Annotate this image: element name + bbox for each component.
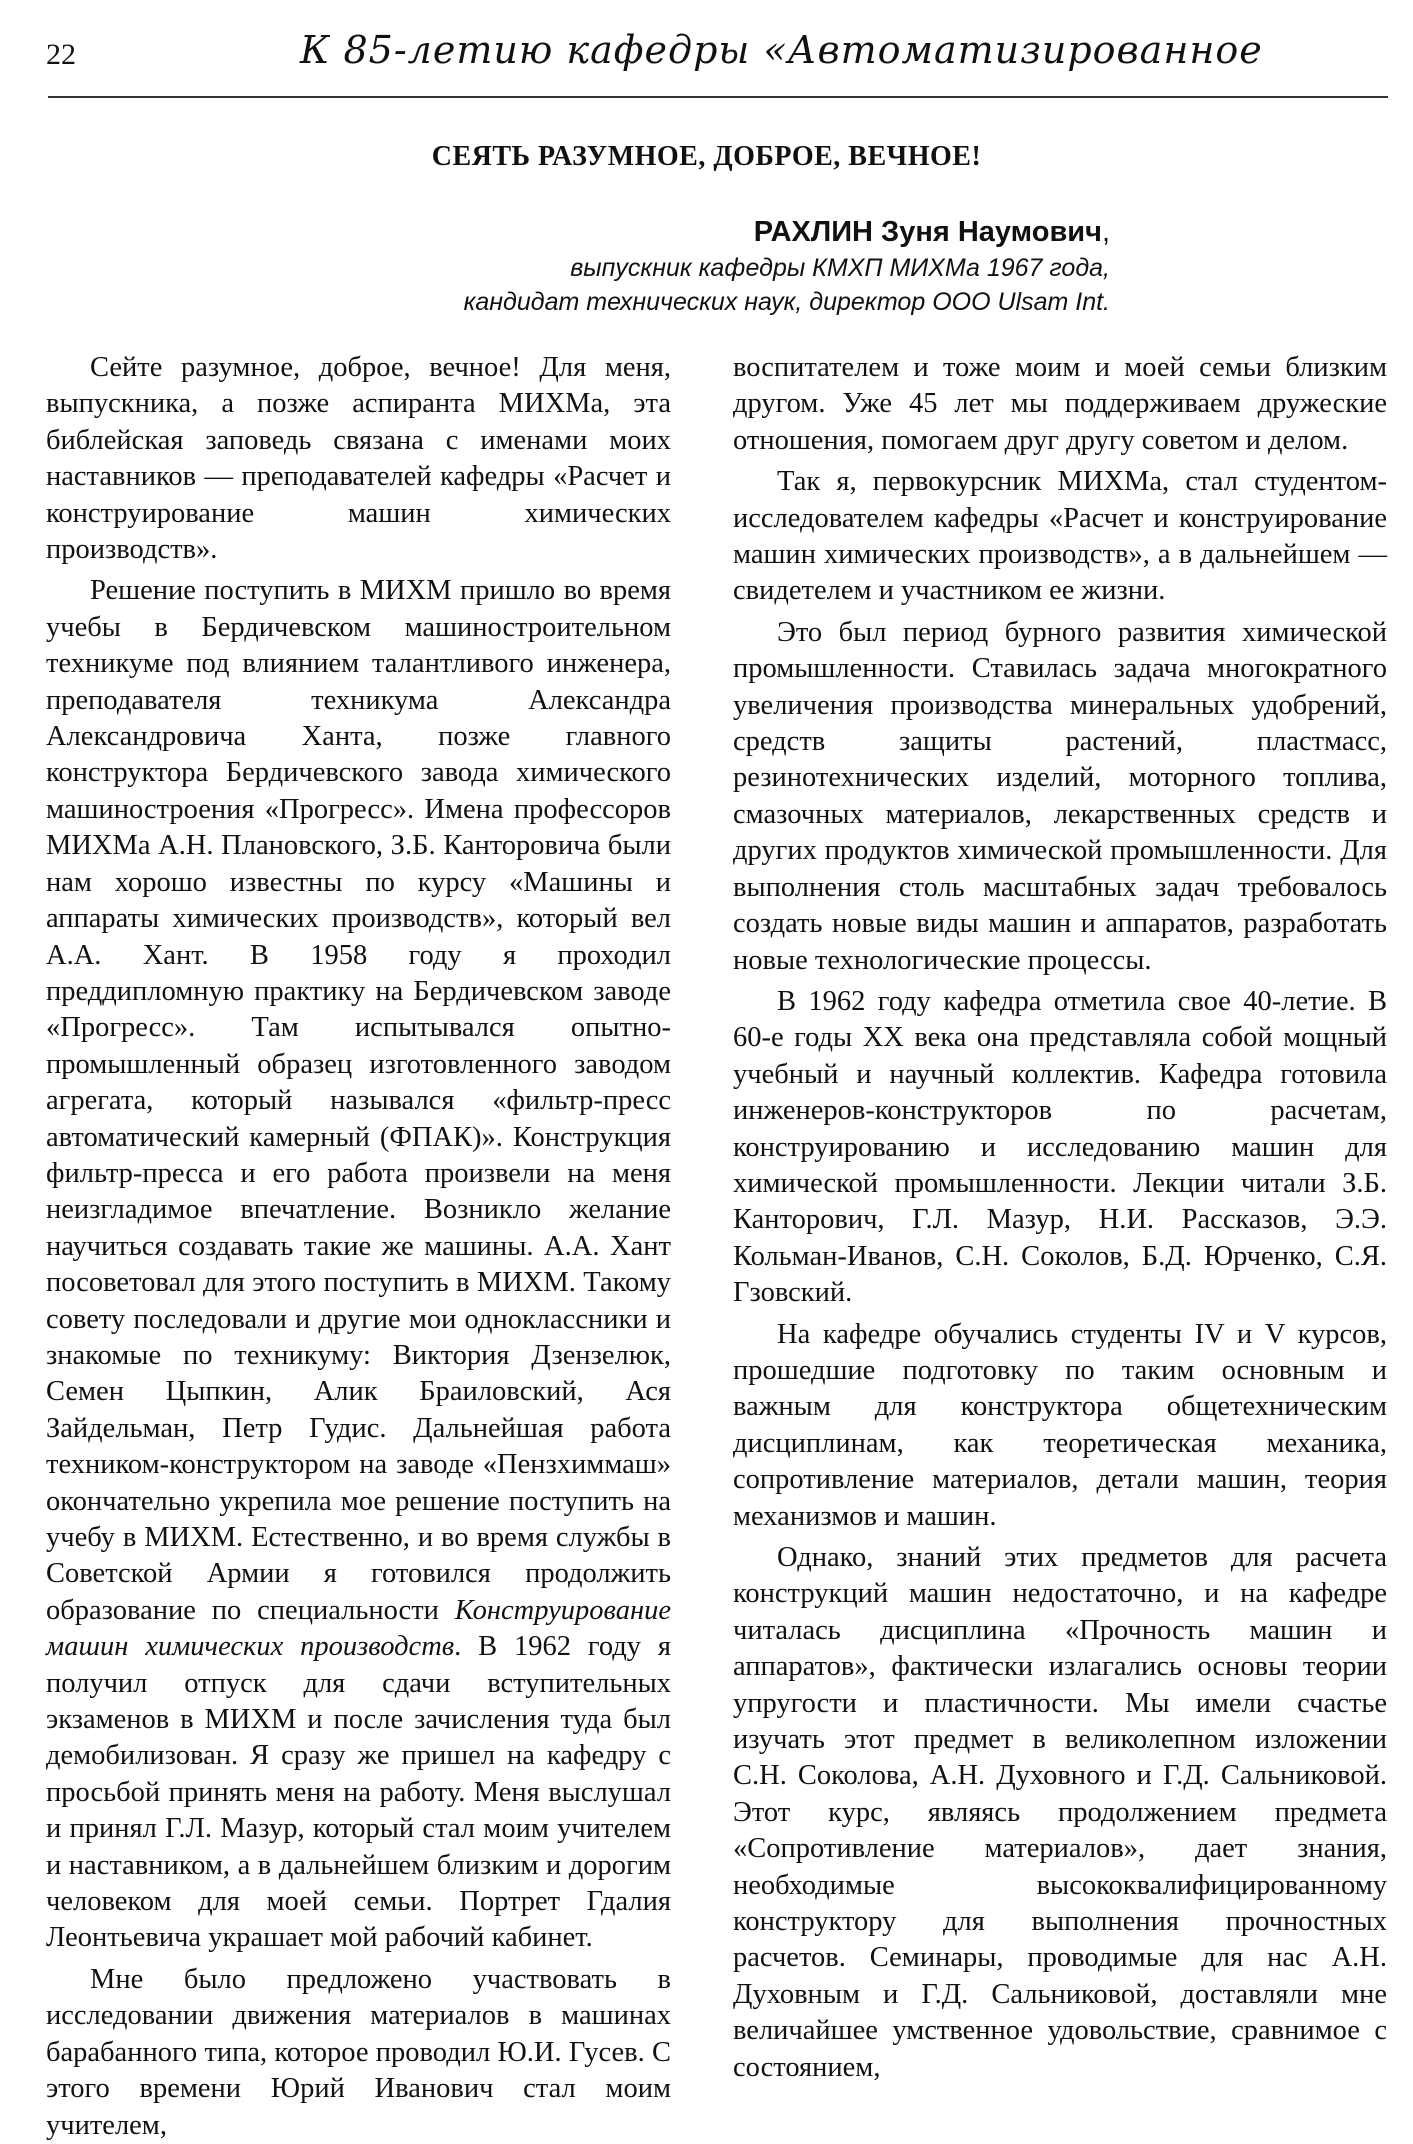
paragraph: В 1962 году кафедра отметила свое 40-летие. В 60-е годы XX века она представляла собой мощный учебный и научный коллектив. Кафедра готовила инженеров-конструкторов по расчетам, конструированию и исследованию машин для химической промышленности. Лекции читали З.Б. Канторович, Г.Л. Мазур, Н.И. Рассказов, Э.Э. Кольман-Иванов, С.Н. Соколов, Б.Д. Юрченко, С.Я. Гзовский.	[733, 985, 1387, 1309]
paragraph: Это был период бурного развития химической промышленности. Ставилась задача многократного увеличения производства минеральных удобрений, средств защиты растений, пластмасс, резинотехнических изделий, моторного топлива, смазочных материалов, лекарственных средств и других продуктов химической промышленности. Для выполнения столь масштабных задач требовалось создать новые виды машин и аппаратов, разработать новые технологические процессы.	[733, 616, 1387, 976]
paragraph-italic-text: Конструирование машин химических производств	[46, 1594, 671, 1663]
header-divider	[48, 96, 1388, 98]
author-name-suffix: ,	[1101, 216, 1110, 248]
paragraph: Так я, первокурсник МИХМа, стал студентом-исследователем кафедры «Расчет и конструирование машин химических производств», а в дальнейшем — свидетелем и участником ее жизни.	[733, 466, 1387, 607]
page-number: 22	[46, 38, 76, 71]
running-header-title: К 85-летию кафедры «Автоматизированное	[300, 28, 1263, 72]
author-name-line	[250, 213, 1110, 251]
paragraph: На кафедре обучались студенты IV и V курсов, прошедшие подготовку по таким основным и важным для конструктора общетехническим дисциплинам, как теоретическая механика, сопротивление материалов, детали машин, теория механизмов и машин.	[733, 1318, 1387, 1532]
author-affiliation-2: кандидат технических наук, директор ООО Ulsam Int.	[463, 288, 1110, 316]
paragraph: Мне было предложено участвовать в исследовании движения материалов в машинах барабанного типа, которое проводил Ю.И. Гусев. С этого времени Юрий Иванович стал моим учителем,	[46, 1963, 671, 2141]
paragraph-text: Решение поступить в МИХМ пришло во время учебы в Бердичевском машиностроительном техникуме под влиянием талантливого инженера, преподавателя техникума Александра Александровича Ханта, позже главного конструктора Бердичевского завода химического машиностроения «Прогресс». Имена профессоров МИХМа А.Н. Плановского, З.Б. Канторовича были нам хорошо известны по курсу «Машины и аппараты химических производств», который вел А.А. Хант. В 1958 году я проходил преддипломную практику на Бердичевском заводе «Прогресс». Там испытывался опытно-промышленный образец изготовленного заводом агрегата, который назывался «фильтр-пресс автоматический камерный (ФПАК)». Конструкция фильтр-пресса и его работа произвели на меня неизгладимое впечатление. Возникло желание научиться создавать такие же машины. А.А. Хант посоветовал для этого поступить в МИХМ. Такому совету последовали и другие мои одноклассники и знакомые по техникуму: Виктория Дзензелюк, Семен Цыпкин, Алик Браиловский, Ася Зайдельман, Петр Гудис. Дальнейшая работа техником-конструктором на заводе «Пензхиммаш» окончательно укрепила мое решение поступить на учебу в МИХМ. Естественно, и во время службы в Советской Армии я готовился продолжить образование по специальности	[46, 575, 671, 1626]
paragraph-continuation: воспитателем и тоже моим и моей семьи близким другом. Уже 45 лет мы поддерживаем дружеские отношения, помогаем друг другу советом и делом.	[733, 352, 1387, 456]
paragraph: Однако, знаний этих предметов для расчета конструкций машин недостаточно, и на кафедре читалась дисциплина «Прочность машин и аппаратов», фактически излагались основы теории упругости и пластичности. Мы имели счастье изучать этот предмет в великолепном изложении С.Н. Соколова, А.Н. Духовного и Г.Д. Сальниковой. Этот курс, являясь продолжением предмета «Сопротивление материалов», дает знания, необходимые высококвалифицированному конструктору для выполнения прочностных расчетов. Семинары, проводимые для нас А.Н. Духовным и Г.Д. Сальниковой, доставляли мне величайшее умственное удовольствие, сравнимое с состоянием,	[733, 1542, 1387, 2083]
author-affiliation-1: выпускник кафедры КМХП МИХМа 1967 года,	[570, 254, 1110, 282]
paragraph	[46, 573, 671, 1956]
left-column	[46, 350, 671, 2144]
author-name: РАХЛИН Зуня Наумович	[753, 216, 1102, 248]
paragraph: Сейте разумное, доброе, вечное! Для меня, выпускника, а позже аспиранта МИХМа, эта библейская заповедь связана с именами моих наставников — преподавателей кафедры «Расчет и конструирование машин химических производств».	[46, 352, 671, 566]
article-title: СЕЯТЬ РАЗУМНОЕ, ДОБРОЕ, ВЕЧНОЕ!	[431, 141, 982, 172]
paragraph-text-after: . В 1962 году я получил отпуск для сдачи вступительных экзаменов в МИХМ и после зачисления туда был демобилизован. Я сразу же пришел на кафедру с просьбой принять меня на работу. Меня выслушал и принял Г.Л. Мазур, который стал моим учителем и наставником, а в дальнейшем близким и дорогим человеком для моей семьи. Портрет Гдалия Леонтьевича украшает мой рабочий кабинет.	[46, 1631, 671, 1954]
author-block	[250, 213, 1110, 319]
right-column	[733, 350, 1387, 2086]
